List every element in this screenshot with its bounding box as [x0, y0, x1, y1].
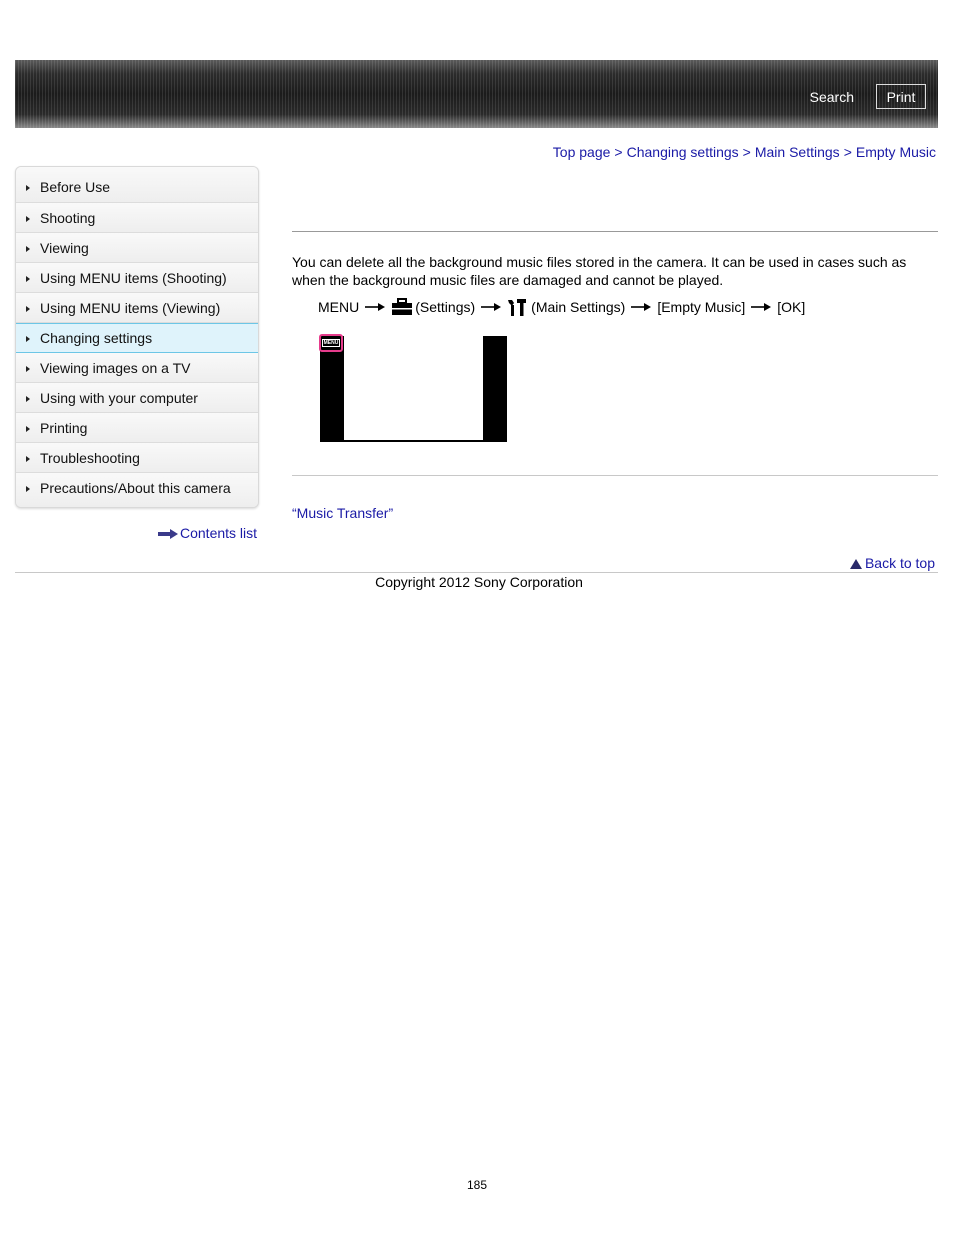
- arrow-right-icon: [26, 396, 30, 402]
- arrow-right-icon: [26, 486, 30, 492]
- sidebar-item-changing-settings[interactable]: [15, 323, 259, 353]
- sidebar-item-menu-viewing[interactable]: [16, 293, 258, 323]
- arrow-right-icon: [26, 246, 30, 252]
- arrow-right-icon: [26, 426, 30, 432]
- sidebar-item-label: Printing: [40, 419, 88, 436]
- arrow-right-icon: [751, 303, 771, 311]
- breadcrumb-separator: >: [843, 144, 852, 160]
- sidebar-item-before-use[interactable]: [16, 167, 258, 203]
- arrow-right-icon: [26, 185, 30, 191]
- sidebar-item-troubleshooting[interactable]: [16, 443, 258, 473]
- breadcrumb: [553, 144, 936, 160]
- breadcrumb-separator: >: [614, 144, 623, 160]
- arrow-right-icon: [481, 303, 501, 311]
- arrow-right-icon: [365, 303, 385, 311]
- sidebar-item-label: Using MENU items (Viewing): [40, 299, 221, 316]
- breadcrumb-changing-settings[interactable]: Changing settings: [626, 144, 739, 160]
- menu-button-label: MENU: [323, 340, 339, 346]
- copyright-label: Copyright 2012 Sony Corporation: [375, 574, 583, 590]
- arrow-right-icon: [26, 336, 30, 342]
- sidebar-item-label: Changing settings: [40, 330, 153, 346]
- step-menu: MENU: [318, 299, 360, 315]
- arrow-right-icon: [631, 303, 651, 311]
- contents-list-label: Contents list: [180, 525, 258, 541]
- sidebar-item-precautions[interactable]: [16, 473, 258, 507]
- step-ok: [OK]: [777, 299, 806, 315]
- arrow-right-icon: [26, 216, 30, 222]
- section-divider: [292, 475, 938, 476]
- step-main-settings: (Main Settings): [531, 299, 626, 315]
- sidebar-item-shooting[interactable]: [16, 203, 258, 233]
- sidebar-item-printing[interactable]: [16, 413, 258, 443]
- menu-steps: [318, 298, 805, 316]
- sidebar-item-label: Using MENU items (Shooting): [40, 269, 227, 286]
- step-empty-music: [Empty Music]: [657, 299, 746, 315]
- camera-screen-illustration: [320, 336, 507, 442]
- sidebar-item-label: Precautions/About this camera: [40, 480, 231, 496]
- toolbox-icon: [391, 298, 413, 316]
- related-link-music-transfer[interactable]: “Music Transfer”: [292, 505, 394, 521]
- description-text: You can delete all the background music files stored in the camera. It can be used in cases such as when the background music files are damaged and cannot be played.: [292, 254, 907, 288]
- footer-divider: [15, 572, 938, 573]
- sidebar-item-viewing-tv[interactable]: [16, 353, 258, 383]
- sidebar-item-label: Troubleshooting: [40, 449, 140, 466]
- breadcrumb-empty-music[interactable]: Empty Music: [855, 144, 936, 160]
- copyright-text: [0, 574, 954, 590]
- screen-display-area: [344, 336, 483, 442]
- breadcrumb-top-page[interactable]: Top page: [552, 144, 611, 160]
- sidebar-item-menu-shooting[interactable]: [16, 263, 258, 293]
- page-number: 185: [466, 1178, 488, 1192]
- back-to-top-link[interactable]: [850, 555, 935, 571]
- arrow-right-icon: [26, 456, 30, 462]
- breadcrumb-main-settings[interactable]: Main Settings: [754, 144, 840, 160]
- sidebar-item-label: Before Use: [40, 178, 111, 195]
- wrench-icon: [507, 298, 527, 316]
- sidebar-item-label: Viewing images on a TV: [40, 359, 191, 376]
- header-bar: [15, 60, 938, 128]
- search-link[interactable]: Search: [809, 89, 854, 105]
- sidebar-nav: [15, 166, 259, 508]
- arrow-right-icon: [26, 366, 30, 372]
- menu-button-highlight: [319, 334, 343, 352]
- step-settings: (Settings): [415, 299, 476, 315]
- contents-list-link[interactable]: [158, 525, 257, 541]
- sidebar-item-label: Viewing: [40, 239, 89, 256]
- breadcrumb-separator: >: [742, 144, 751, 160]
- sidebar-item-viewing[interactable]: [16, 233, 258, 263]
- back-to-top-label: Back to top: [864, 555, 935, 571]
- print-button[interactable]: Print: [876, 84, 926, 109]
- arrow-right-icon: [158, 529, 178, 539]
- title-divider: [292, 231, 938, 232]
- sidebar-item-label: Shooting: [40, 209, 96, 226]
- arrow-right-icon: [26, 306, 30, 312]
- triangle-up-icon: [850, 559, 862, 569]
- arrow-right-icon: [26, 276, 30, 282]
- sidebar-item-label: Using with your computer: [40, 389, 198, 406]
- sidebar-item-computer[interactable]: [16, 383, 258, 413]
